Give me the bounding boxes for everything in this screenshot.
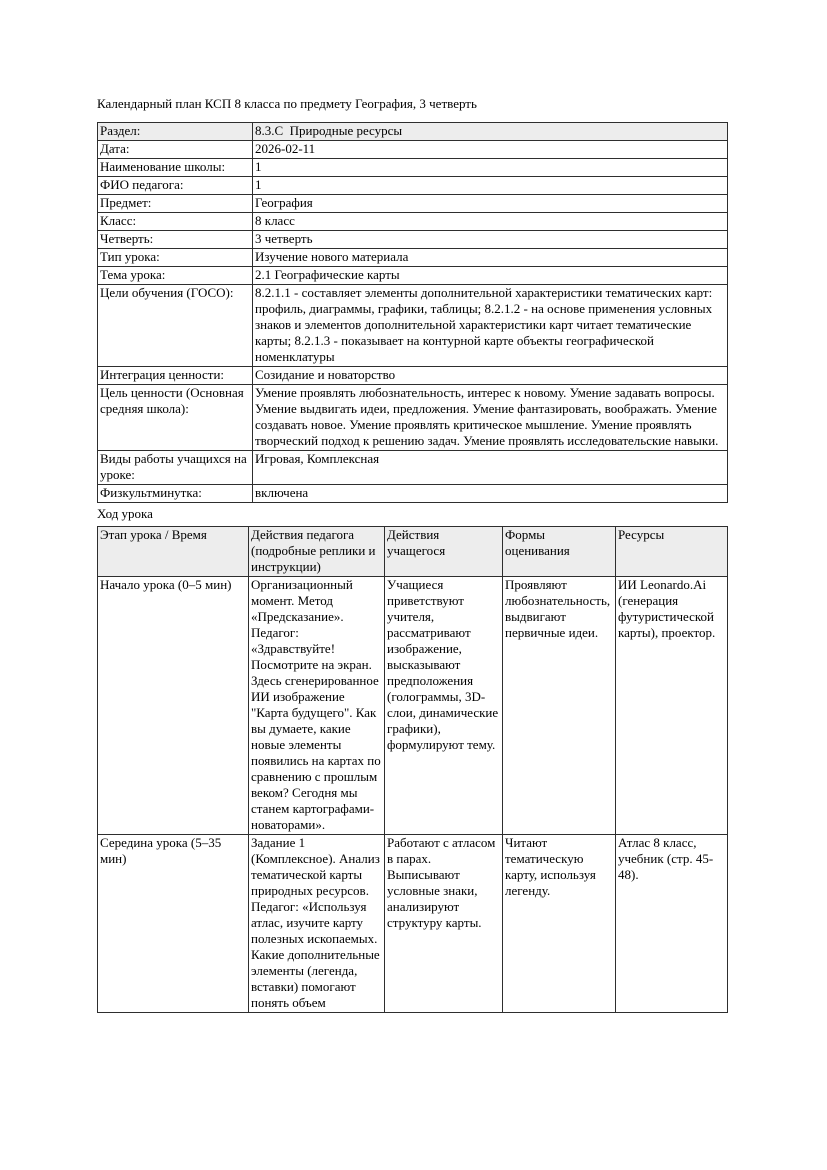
info-value: Умение проявлять любознательность, интерес к новому. Умение задавать вопросы. Умение выдвигать идеи, предложения. Умение фантазировать, воображать. Умение создавать новое. Умение проявлять критическое мышление. Умение проявлять творческий подход к решению задач. Умение проявлять исследовательские навыки.: [253, 385, 728, 451]
cell-stage: Начало урока (0–5 мин): [98, 577, 249, 835]
info-value: Изучение нового материала: [253, 249, 728, 267]
header-teacher-actions: Действия педагога (подробные реплики и инструкции): [249, 527, 385, 577]
info-value: 2.1 Географические карты: [253, 267, 728, 285]
info-label: Наименование школы:: [98, 159, 253, 177]
page-title: Календарный план КСП 8 класса по предмету География, 3 четверть: [97, 96, 477, 111]
info-row-phys-minute: [98, 485, 728, 503]
cell-assessment: Читают тематическую карту, используя легенду.: [503, 835, 616, 1013]
info-value: 1: [253, 177, 728, 195]
info-row-lesson-topic: [98, 267, 728, 285]
info-row-lesson-type: [98, 249, 728, 267]
cell-resources: Атлас 8 класс, учебник (стр. 45-48).: [616, 835, 728, 1013]
info-row-class: [98, 213, 728, 231]
info-value: 1: [253, 159, 728, 177]
info-label: Раздел:: [98, 123, 253, 141]
lesson-info-table: [97, 122, 728, 503]
section-heading: Ход урока: [97, 506, 153, 521]
info-label: Виды работы учащихся на уроке:: [98, 451, 253, 485]
header-assessment: Формы оценивания: [503, 527, 616, 577]
lesson-row-middle: [98, 835, 728, 1013]
info-row-work-types: [98, 451, 728, 485]
info-value: 2026-02-11: [253, 141, 728, 159]
info-value: 8.2.1.1 - составляет элементы дополнительной характеристики тематических карт: профиль, диаграммы, графики, таблицы; 8.2.1.2 - на основе применения условных знаков и элементов дополнительной характеристики карт читает тематические карты; 8.2.1.3 - показывает на контурной карте объекты географической номенклатуры: [253, 285, 728, 367]
info-label: Класс:: [98, 213, 253, 231]
info-value: География: [253, 195, 728, 213]
info-label: Предмет:: [98, 195, 253, 213]
cell-resources: ИИ Leonardo.Ai (генерация футуристической карты), проектор.: [616, 577, 728, 835]
header-resources: Ресурсы: [616, 527, 728, 577]
header-student-actions: Действия учащегося: [385, 527, 503, 577]
info-label: Цель ценности (Основная средняя школа):: [98, 385, 253, 451]
info-value: Созидание и новаторство: [253, 367, 728, 385]
cell-teacher-actions: Организационный момент. Метод «Предсказание». Педагог: «Здравствуйте! Посмотрите на экран. Здесь сгенерированное ИИ изображение "Карта будущего". Как вы думаете, какие новые элементы появились на картах по сравнению с прошлым веком? Сегодня мы станем картографами-новаторами».: [249, 577, 385, 835]
info-row-subject: [98, 195, 728, 213]
info-row-school: [98, 159, 728, 177]
info-row-quarter: [98, 231, 728, 249]
info-value: включена: [253, 485, 728, 503]
info-value: 3 четверть: [253, 231, 728, 249]
cell-assessment: Проявляют любознательность, выдвигают первичные идеи.: [503, 577, 616, 835]
info-value: Игровая, Комплексная: [253, 451, 728, 485]
info-value: 8.3.C Природные ресурсы: [253, 123, 728, 141]
info-row-goals: [98, 285, 728, 367]
info-label: Четверть:: [98, 231, 253, 249]
info-row-data: [98, 141, 728, 159]
info-value: 8 класс: [253, 213, 728, 231]
info-label: Тип урока:: [98, 249, 253, 267]
info-label: Дата:: [98, 141, 253, 159]
lesson-header-row: [98, 527, 728, 577]
info-row-teacher: [98, 177, 728, 195]
info-row-values-goal: [98, 385, 728, 451]
header-stage: Этап урока / Время: [98, 527, 249, 577]
info-label: ФИО педагога:: [98, 177, 253, 195]
info-label: Интеграция ценности:: [98, 367, 253, 385]
cell-student-actions: Работают с атласом в парах. Выписывают условные знаки, анализируют структуру карты.: [385, 835, 503, 1013]
info-label: Цели обучения (ГОСО):: [98, 285, 253, 367]
info-label: Физкультминутка:: [98, 485, 253, 503]
cell-stage: Середина урока (5–35 мин): [98, 835, 249, 1013]
info-row-razdel: [98, 123, 728, 141]
info-row-values-integration: [98, 367, 728, 385]
lesson-flow-table: [97, 526, 728, 1013]
lesson-row-start: [98, 577, 728, 835]
info-label: Тема урока:: [98, 267, 253, 285]
cell-teacher-actions: Задание 1 (Комплексное). Анализ тематической карты природных ресурсов. Педагог: «Используя атлас, изучите карту полезных ископаемых. Какие дополнительные элементы (легенда, вставки) помогают понять объем: [249, 835, 385, 1013]
cell-student-actions: Учащиеся приветствуют учителя, рассматривают изображение, высказывают предположения (голограммы, 3D-слои, динамические графики), формулируют тему.: [385, 577, 503, 835]
